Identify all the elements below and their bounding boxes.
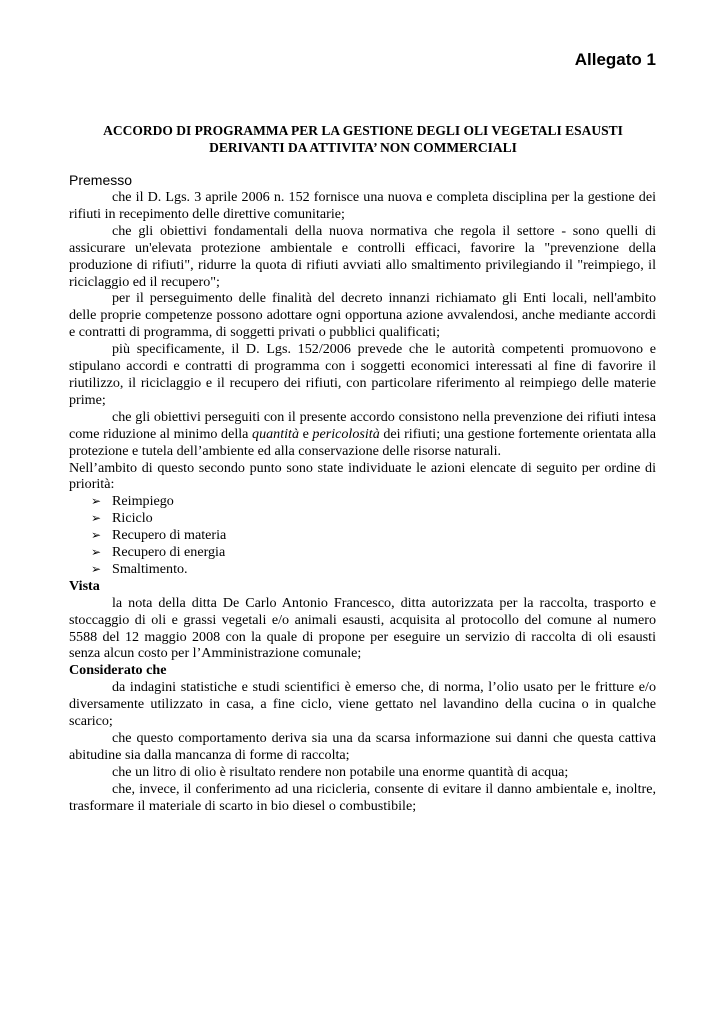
document-body — [69, 172, 656, 815]
considerato-paragraph-2: che questo comportamento deriva sia una da scarsa informazione sui danni che questa cattiva abitudine sia dalla mancanza di forme di raccolta; — [69, 730, 656, 763]
premesso-paragraph-6: Nell’ambito di questo secondo punto sono state individuate le azioni elencate di seguito per ordine di priorità: — [69, 459, 656, 493]
vista-paragraph-1: la nota della ditta De Carlo Antonio Francesco, ditta autorizzata per la raccolta, trasporto e stoccaggio di oli e grassi vegetali e/o animali esausti, acquisita al protocollo del comune al numero 5588 del 12 maggio 2008 con la quale di propone per eseguire un servizio di raccolta di oli esausti senza alcun costo per l’Amministrazione comunale; — [69, 594, 656, 662]
list-item — [91, 544, 656, 561]
list-item-label: Recupero di materia — [112, 527, 227, 544]
considerato-paragraph-3: che un litro di olio è risultato rendere non potabile una enorme quantità di acqua; — [112, 763, 569, 780]
premesso-paragraph-2: che gli obiettivi fondamentali della nuova normativa che regola il settore - sono quelli di assicurare un'elevata protezione ambientale e controlli efficaci, favorire la "prevenzione della produzione di rifiuti", ridurre la quota di rifiuti avviati allo smaltimento privilegiando il "reimpiego, il riciclaggio ed il recupero"; — [69, 222, 656, 290]
document-title — [69, 122, 657, 156]
list-item-label: Recupero di energia — [112, 544, 226, 561]
p5-text-a: che gli obiettivi perseguiti con il presente accordo consistono nella prevenzione dei rifiuti intesa come riduzione al minimo della — [69, 408, 656, 442]
p5-emphasis-quantity: quantità — [252, 425, 299, 442]
list-item-label: Riciclo — [112, 510, 153, 527]
considerato-paragraph-4: che, invece, il conferimento ad una ricicleria, consente di evitare il danno ambientale e, inoltre, trasformare il materiale di scarto in bio diesel o combustibile; — [69, 780, 656, 814]
arrow-bullet-icon: ➢ — [91, 528, 102, 543]
priority-list — [69, 493, 656, 578]
premesso-heading: Premesso — [69, 172, 133, 188]
attachment-label: Allegato 1 — [574, 50, 656, 69]
list-item-label: Smaltimento. — [112, 560, 188, 577]
arrow-bullet-icon: ➢ — [91, 511, 102, 526]
premesso-paragraph-1: che il D. Lgs. 3 aprile 2006 n. 152 fornisce una nuova e completa disciplina per la gestione dei rifiuti in recepimento delle direttive comunitarie; — [69, 189, 656, 222]
list-item — [91, 510, 656, 527]
arrow-bullet-icon: ➢ — [91, 545, 102, 560]
premesso-paragraph-4: più specificamente, il D. Lgs. 152/2006 prevede che le autorità competenti promuovono e stipulano accordi e contratti di programma con i soggetti economici interessati al fine di favorire il riutilizzo, il riciclaggio e il recupero dei rifiuti, con particolare riferimento al reimpiego delle materie prime; — [69, 341, 656, 408]
arrow-bullet-icon: ➢ — [91, 561, 102, 576]
title-line-1: ACCORDO DI PROGRAMMA PER LA GESTIONE DEGLI OLI VEGETALI ESAUSTI — [103, 123, 623, 138]
title-line-2: DERIVANTI DA ATTIVITA’ NON COMMERCIALI — [209, 140, 517, 155]
considerato-heading: Considerato che — [69, 662, 167, 679]
considerato-paragraph-1: da indagini statistiche e studi scientifici è emerso che, di norma, l’olio usato per le fritture e/o diversamente utilizzato in casa, a fine ciclo, viene gettato nel lavandino della cucina o in qualche scarico; — [69, 679, 656, 730]
vista-heading: Vista — [69, 577, 100, 594]
p5-text-c: dei rifiuti; una gestione fortemente orientata alla protezione e tutela dell’ambiente ed alla conservazione delle risorse naturali. — [69, 425, 656, 459]
list-item-label: Reimpiego — [112, 493, 174, 510]
p5-emphasis-hazard: pericolosità — [312, 425, 380, 442]
premesso-paragraph-5 — [69, 409, 656, 460]
premesso-paragraph-3: per il perseguimento delle finalità del decreto innanzi richiamato gli Enti locali, nell'ambito delle proprie competenze possono adottare ogni opportuna azione avvalendosi, anche mediante accordi e contratti di programma, di soggetti privati o pubblici qualificati; — [69, 290, 656, 341]
arrow-bullet-icon: ➢ — [91, 494, 102, 509]
p5-text-b: e — [299, 425, 313, 442]
list-item — [91, 493, 656, 510]
list-item — [91, 561, 656, 578]
list-item — [91, 527, 656, 544]
